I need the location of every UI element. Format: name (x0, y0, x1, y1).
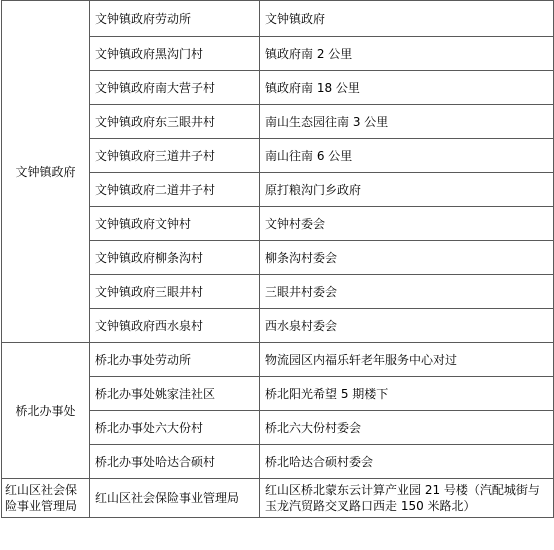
unit-cell: 文钟镇政府劳动所 (90, 1, 260, 37)
unit-cell: 文钟镇政府黑沟门村 (90, 37, 260, 71)
unit-cell: 桥北办事处哈达合硕村 (90, 445, 260, 479)
address-cell: 镇政府南 2 公里 (260, 37, 554, 71)
unit-cell: 桥北办事处姚家洼社区 (90, 377, 260, 411)
address-cell: 桥北六大份村委会 (260, 411, 554, 445)
unit-cell: 文钟镇政府二道井子村 (90, 173, 260, 207)
address-cell: 镇政府南 18 公里 (260, 71, 554, 105)
unit-cell: 桥北办事处劳动所 (90, 343, 260, 377)
unit-cell: 文钟镇政府南大营子村 (90, 71, 260, 105)
address-cell: 西水泉村委会 (260, 309, 554, 343)
unit-cell: 文钟镇政府三眼井村 (90, 275, 260, 309)
address-cell: 桥北阳光希望 5 期楼下 (260, 377, 554, 411)
unit-cell: 文钟镇政府柳条沟村 (90, 241, 260, 275)
address-cell: 柳条沟村委会 (260, 241, 554, 275)
address-cell: 文钟镇政府 (260, 1, 554, 37)
unit-cell: 桥北办事处六大份村 (90, 411, 260, 445)
table-row (2, 1, 554, 37)
service-points-table (1, 0, 554, 518)
unit-cell: 文钟镇政府东三眼井村 (90, 105, 260, 139)
district-cell: 桥北办事处 (2, 343, 90, 479)
address-cell: 原打粮沟门乡政府 (260, 173, 554, 207)
district-cell: 红山区社会保险事业管理局 (2, 479, 90, 518)
address-cell: 文钟村委会 (260, 207, 554, 241)
address-cell: 南山往南 6 公里 (260, 139, 554, 173)
unit-cell: 文钟镇政府三道井子村 (90, 139, 260, 173)
table-row (2, 479, 554, 518)
district-cell: 文钟镇政府 (2, 1, 90, 343)
unit-cell: 文钟镇政府文钟村 (90, 207, 260, 241)
address-cell: 物流园区内福乐轩老年服务中心对过 (260, 343, 554, 377)
unit-cell: 红山区社会保险事业管理局 (90, 479, 260, 518)
address-cell: 桥北哈达合硕村委会 (260, 445, 554, 479)
table-row (2, 343, 554, 377)
address-cell: 三眼井村委会 (260, 275, 554, 309)
unit-cell: 文钟镇政府西水泉村 (90, 309, 260, 343)
address-cell: 红山区桥北蒙东云计算产业园 21 号楼（汽配城街与玉龙汽贸路交叉路口西走 150 米路北） (260, 479, 554, 518)
address-cell: 南山生态园往南 3 公里 (260, 105, 554, 139)
